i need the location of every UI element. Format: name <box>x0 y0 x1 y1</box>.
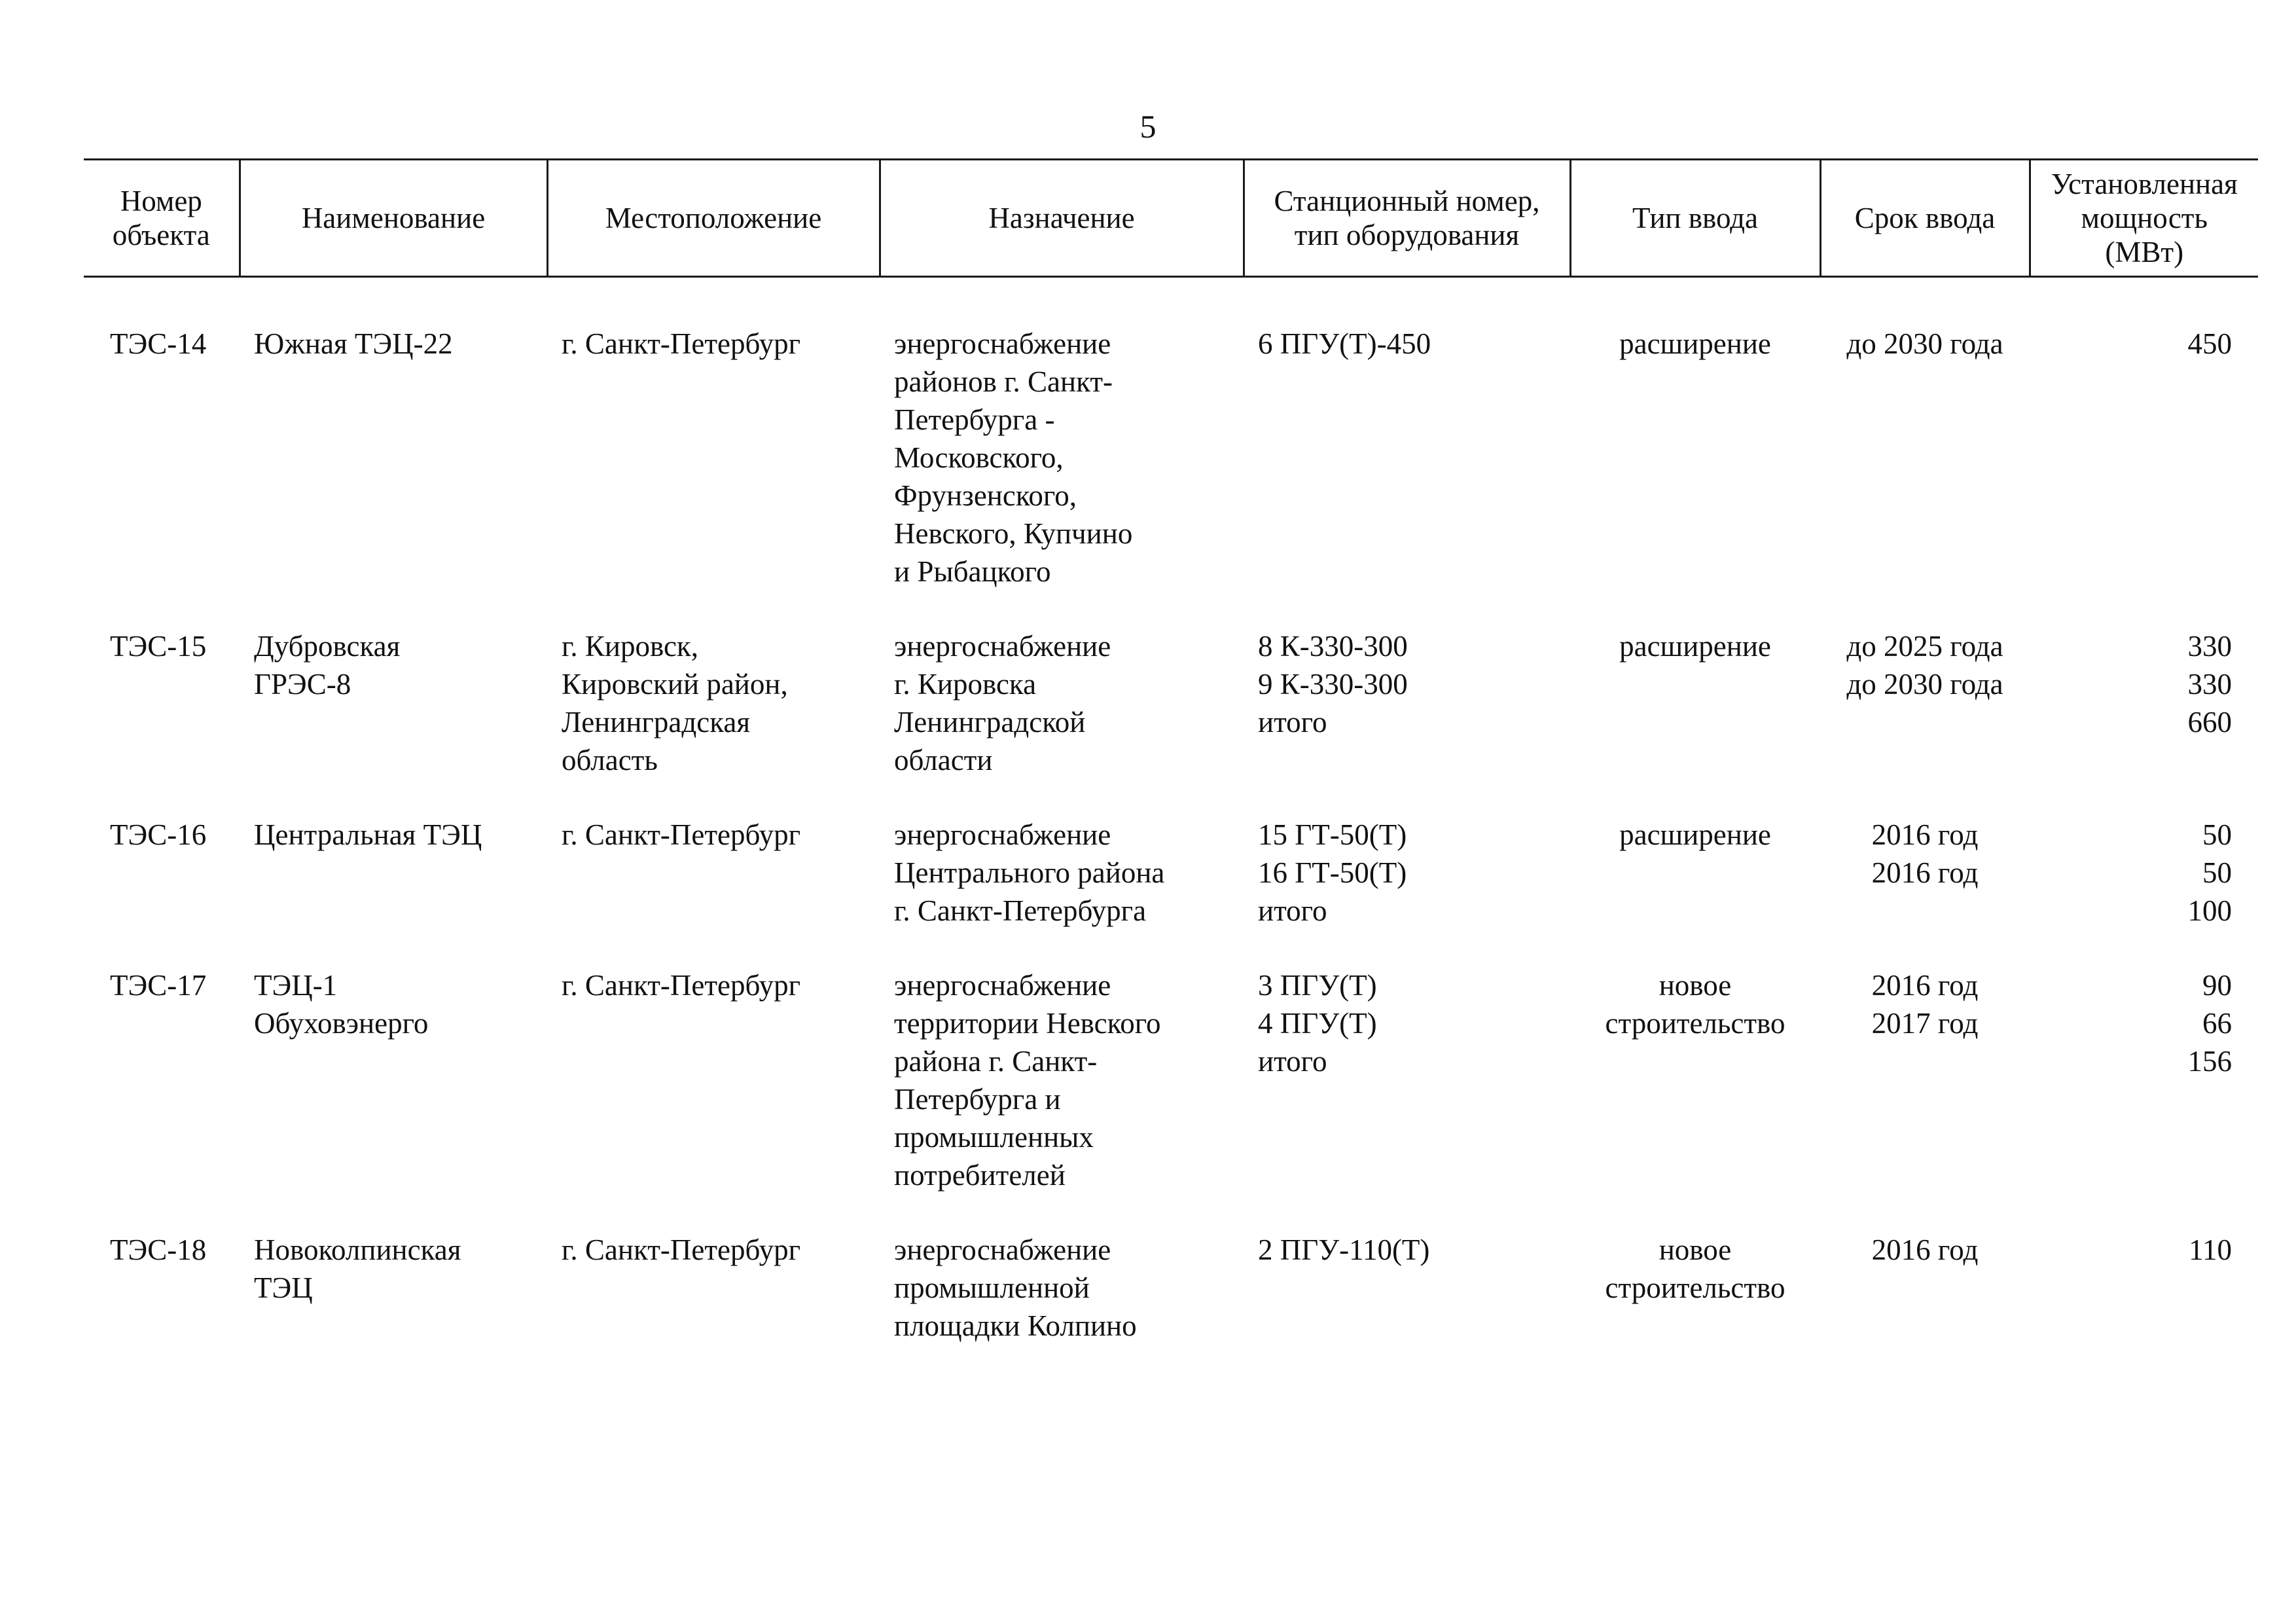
header-input-date: Срок ввода <box>1820 160 2030 277</box>
cell-installed-power: 90 66 156 <box>2187 969 2232 1078</box>
header-purpose: Назначение <box>880 160 1244 277</box>
cell-equipment: 8 К-330-300 9 К-330-300 итого <box>1258 630 1408 739</box>
cell-purpose: энергоснабжение промышленной площадки Колпино <box>894 1233 1137 1342</box>
cell-equipment: 15 ГТ-50(Т) 16 ГТ-50(Т) итого <box>1258 818 1407 927</box>
header-object-number: Номер объекта <box>84 160 240 277</box>
cell-input-type: расширение <box>1619 818 1771 851</box>
table-header <box>84 160 2258 277</box>
cell-input-type: расширение <box>1619 630 1771 663</box>
cell-object-number: ТЭС-15 <box>110 630 207 663</box>
cell-installed-power: 450 <box>2187 327 2232 360</box>
cell-name: ТЭЦ-1 Обуховэнерго <box>254 969 429 1040</box>
cell-object-number: ТЭС-18 <box>110 1233 207 1266</box>
cell-installed-power: 330 330 660 <box>2187 630 2232 739</box>
cell-purpose: энергоснабжение районов г. Санкт- Петербурга - Московского, Фрунзенского, Невского, Купчино и Рыбацкого <box>894 327 1133 588</box>
table-row <box>84 627 2258 816</box>
cell-input-date: до 2030 года <box>1846 327 2003 360</box>
cell-location: г. Санкт-Петербург <box>562 1233 801 1266</box>
cell-installed-power: 50 50 100 <box>2187 818 2232 927</box>
cell-name: Южная ТЭЦ-22 <box>254 327 453 360</box>
header-input-type: Тип ввода <box>1570 160 1820 277</box>
cell-input-type: новое строительство <box>1605 1233 1785 1304</box>
cell-object-number: ТЭС-14 <box>110 327 207 360</box>
table-row <box>84 816 2258 966</box>
cell-purpose: энергоснабжение г. Кировска Ленинградской области <box>894 630 1111 776</box>
cell-input-date: 2016 год 2017 год <box>1871 969 1979 1040</box>
cell-name: Дубровская ГРЭС-8 <box>254 630 401 701</box>
cell-input-date: до 2025 года до 2030 года <box>1846 630 2003 701</box>
cell-location: г. Санкт-Петербург <box>562 969 801 1002</box>
header-equipment: Станционный номер, тип оборудования <box>1244 160 1570 277</box>
cell-equipment: 2 ПГУ-110(Т) <box>1258 1233 1430 1266</box>
header-row <box>84 160 2258 277</box>
power-plants-table <box>84 158 2258 1381</box>
header-installed-power: Установленная мощность (МВт) <box>2030 160 2258 277</box>
cell-input-date: 2016 год <box>1871 1233 1979 1266</box>
cell-object-number: ТЭС-17 <box>110 969 207 1002</box>
cell-location: г. Кировск, Кировский район, Ленинградская область <box>562 630 788 776</box>
cell-purpose: энергоснабжение Центрального района г. Санкт-Петербурга <box>894 818 1165 927</box>
header-name: Наименование <box>240 160 547 277</box>
cell-name: Новоколпинская ТЭЦ <box>254 1233 461 1304</box>
cell-location: г. Санкт-Петербург <box>562 818 801 851</box>
header-location: Местоположение <box>547 160 880 277</box>
cell-purpose: энергоснабжение территории Невского района г. Санкт- Петербурга и промышленных потребителей <box>894 969 1161 1192</box>
table-body <box>84 277 2258 1382</box>
table-row <box>84 966 2258 1231</box>
cell-installed-power: 110 <box>2189 1233 2232 1266</box>
cell-location: г. Санкт-Петербург <box>562 327 801 360</box>
table-row <box>84 277 2258 628</box>
page-number: 5 <box>1139 108 1157 145</box>
cell-equipment: 3 ПГУ(Т) 4 ПГУ(Т) итого <box>1258 969 1377 1078</box>
cell-input-type: расширение <box>1619 327 1771 360</box>
cell-object-number: ТЭС-16 <box>110 818 207 851</box>
cell-input-date: 2016 год 2016 год <box>1871 818 1979 889</box>
cell-name: Центральная ТЭЦ <box>254 818 482 851</box>
table-row <box>84 1231 2258 1381</box>
cell-input-type: новое строительство <box>1605 969 1785 1040</box>
cell-equipment: 6 ПГУ(Т)-450 <box>1258 327 1431 360</box>
